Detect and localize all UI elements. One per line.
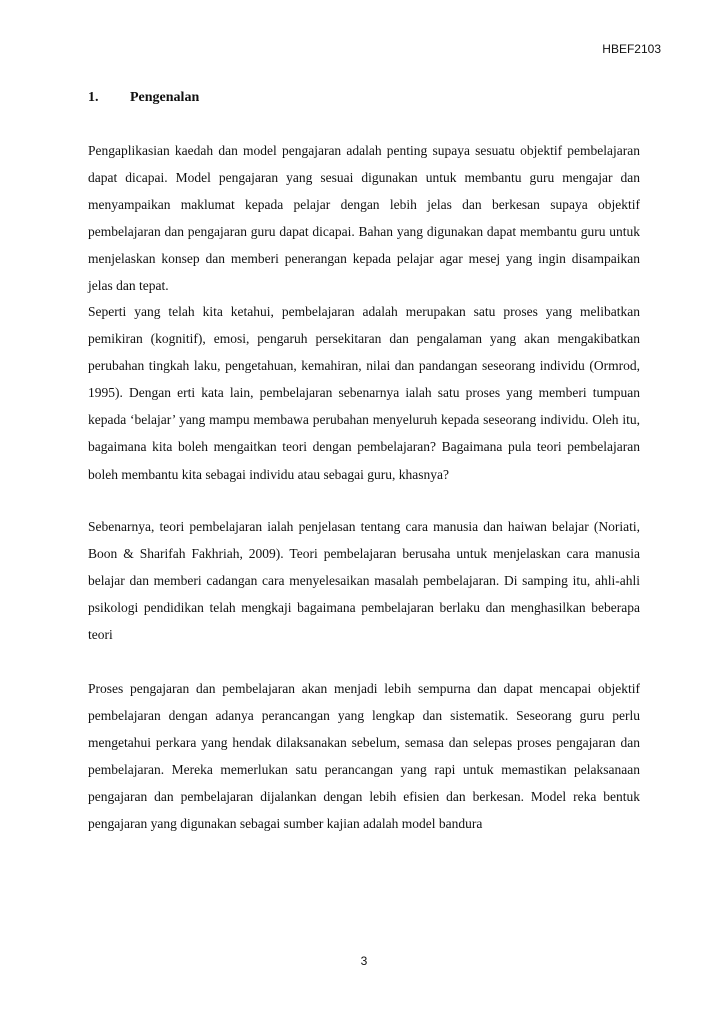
section-number: 1. (88, 90, 99, 105)
page-number: 3 (360, 954, 368, 968)
course-code-header: HBEF2103 (602, 42, 661, 56)
section-title: Pengenalan (130, 90, 200, 105)
paragraph-teaching-planning: Proses pengajaran dan pembelajaran akan menjadi lebih sempurna dan dapat mencapai objektif pembelajaran dengan adanya perancangan yang lengkap dan sistematik. Seseorang guru perlu mengetahui perkara yang hendak dilaksanakan sebelum, semasa dan selepas proses pengajaran dan pembelajaran. Mereka memerlukan satu perancangan yang rapi untuk memastikan pelaksanaan pengajaran dan pembelajaran dijalankan dengan lebih efisien dan berkesan. Model reka bentuk pengajaran yang digunakan sebagai sumber kajian adalah model bandura (88, 681, 640, 832)
section-heading (88, 90, 199, 106)
paragraph-learning-theory: Sebenarnya, teori pembelajaran ialah penjelasan tentang cara manusia dan haiwan belajar (Noriati, Boon & Sharifah Fakhriah, 2009). Teori pembelajaran berusaha untuk menjelaskan cara manusia belajar dan memberi cadangan cara menyelesaikan masalah pembelajaran. Di samping itu, ahli-ahli psikologi pendidikan telah mengkaji bagaimana pembelajaran berlaku dan menghasilkan beberapa teori (88, 519, 640, 643)
paragraph-learning-process: Seperti yang telah kita ketahui, pembelajaran adalah merupakan satu proses yang melibatkan pemikiran (kognitif), emosi, pengaruh persekitaran dan pengalaman yang akan mengakibatkan perubahan tingkah laku, pengetahuan, kemahiran, nilai dan pandangan seseorang individu (Ormrod, 1995). Dengan erti kata lain, pembelajaran sebenarnya ialah satu proses yang memberi tumpuan kepada ‘belajar’ yang mampu membawa perubahan menyeluruh kepada seseorang individu. Oleh itu, bagaimana kita boleh mengaitkan teori dengan pembelajaran? Bagaimana pula teori pembelajaran boleh membantu kita sebagai individu atau sebagai guru, khasnya? (88, 304, 640, 482)
paragraph-introduction: Pengaplikasian kaedah dan model pengajaran adalah penting supaya sesuatu objektif pembelajaran dapat dicapai. Model pengajaran yang sesuai digunakan untuk membantu guru mengajar dan menyampaikan maklumat kepada pelajar dengan lebih jelas dan berkesan supaya objektif pembelajaran dan pengajaran guru dapat dicapai. Bahan yang digunakan dapat membantu guru untuk menjelaskan konsep dan memberi penerangan kepada pelajar agar mesej yang ingin disampaikan jelas dan tepat. (88, 143, 640, 294)
